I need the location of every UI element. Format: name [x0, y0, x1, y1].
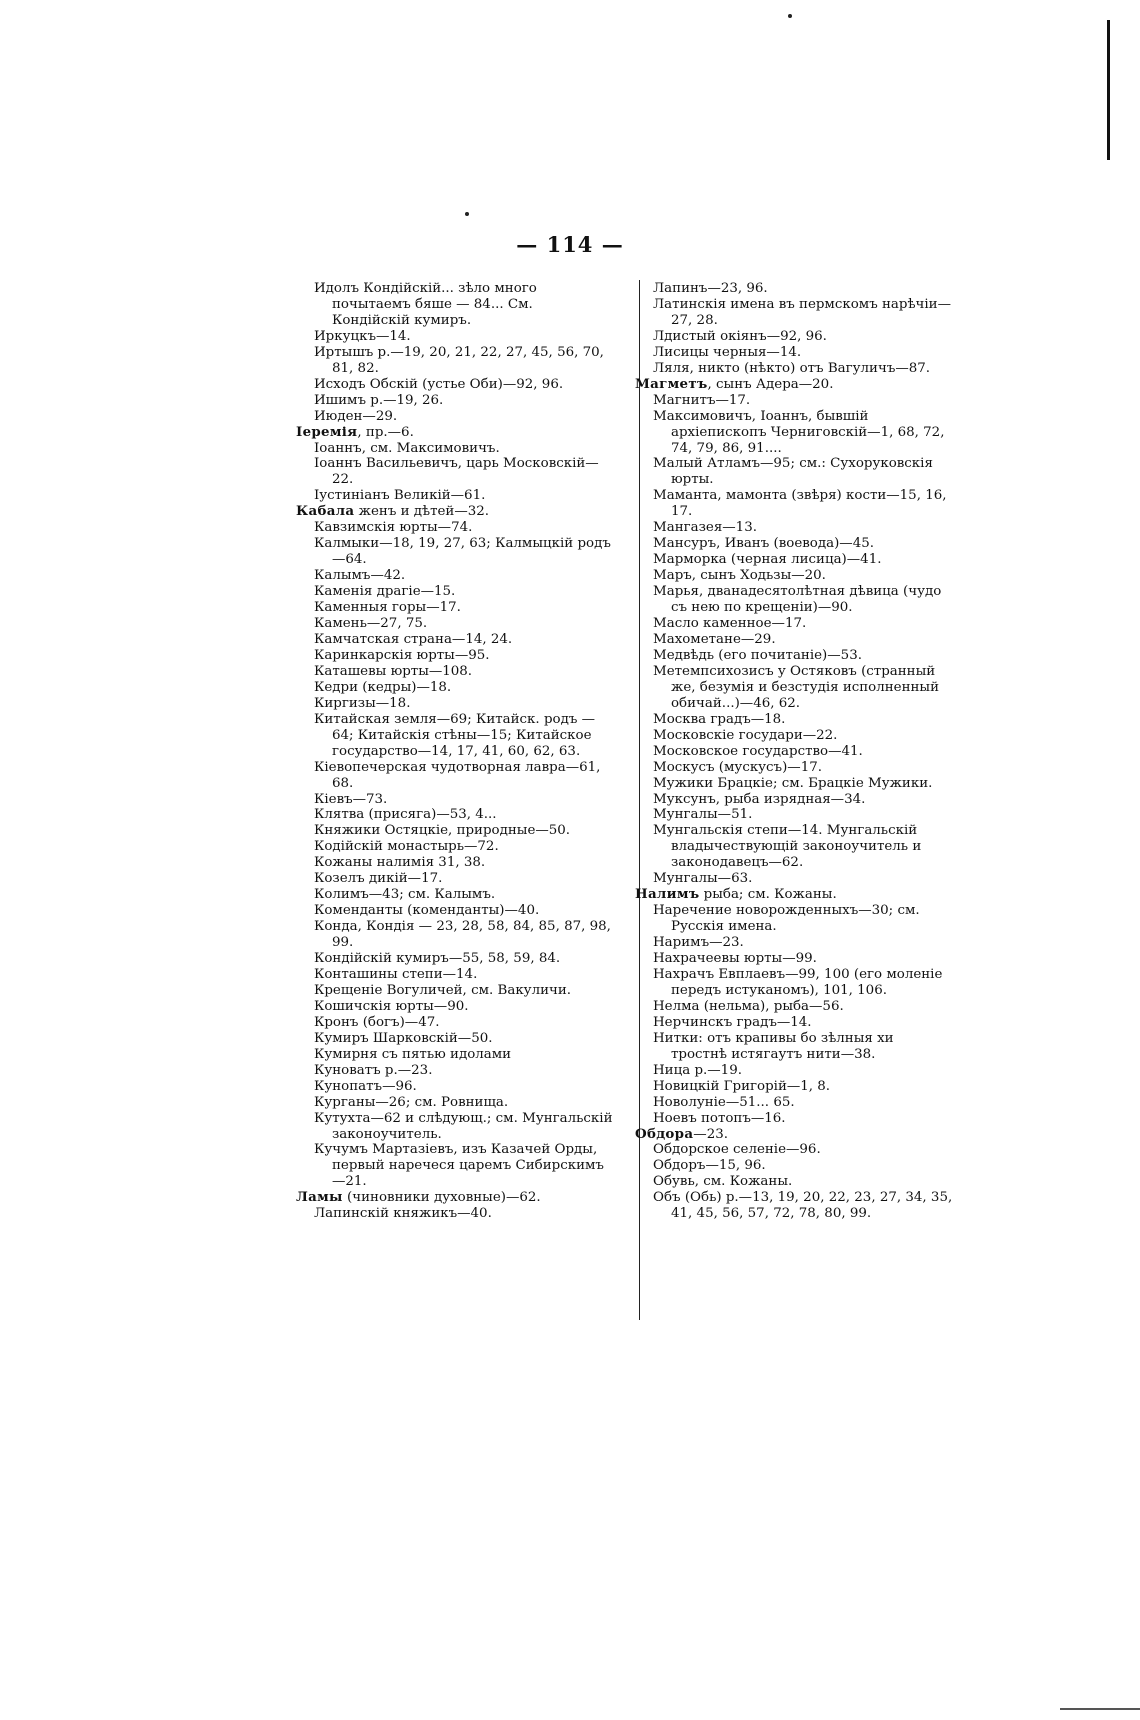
index-entry-text: Каташевы юрты—108. — [314, 663, 473, 679]
index-entry-text: Курганы—26; см. Ровнища. — [314, 1094, 509, 1110]
index-entry-text: Московское государство—41. — [653, 743, 863, 759]
index-entry-text: Лдистый окіянъ—92, 96. — [653, 328, 827, 344]
index-entry — [653, 632, 953, 648]
index-entry — [653, 1063, 953, 1079]
index-entry — [653, 456, 953, 488]
index-entry — [653, 999, 953, 1015]
index-entry-text: Наримъ—23. — [653, 935, 744, 951]
index-entry-text: , пр.—6. — [357, 424, 414, 440]
index-entry — [653, 409, 953, 457]
index-entry — [314, 1095, 614, 1111]
index-entry — [653, 1111, 953, 1127]
index-entry-text: Объ (Обь) р.—13, 19, 20, 22, 23, 27, 34, 35, 41, 45, 56, 57, 72, 78, 80, 99. — [653, 1190, 953, 1222]
index-entry — [653, 1095, 953, 1111]
index-entry-text: Кутухта—62 и слѣдующ.; см. Мунгальскій законоучитель. — [314, 1110, 613, 1142]
index-entry-text: Масло каменное—17. — [653, 616, 807, 632]
index-entry-text: Иртышъ р.—19, 20, 21, 22, 27, 45, 56, 70, 81, 82. — [314, 344, 604, 376]
index-entry-text: Каринкарскія юрты—95. — [314, 647, 490, 663]
index-entry — [314, 967, 614, 983]
index-entry-text: Муксунъ, рыба изрядная—34. — [653, 791, 866, 807]
index-entry-text: Кучумъ Мартазіевъ, изъ Казачей Орды, первый наречеся царемъ Сибирскимъ—21. — [314, 1142, 604, 1190]
index-entry — [653, 1079, 953, 1095]
column-divider — [639, 280, 640, 1320]
print-speck — [465, 212, 469, 216]
index-entry — [314, 807, 614, 823]
index-entry — [314, 680, 614, 696]
letter-section-headword: Обдора — [635, 1125, 694, 1142]
index-entry — [314, 648, 614, 664]
index-entry-text: Коменданты (коменданты)—40. — [314, 903, 540, 919]
index-entry — [653, 329, 953, 345]
letter-section-headword: Налимъ — [635, 886, 700, 903]
index-entry-text: Мансуръ, Иванъ (воевода)—45. — [653, 536, 874, 552]
index-entry-text: Нитки: отъ крапивы бо зѣлныя хи тростнѣ истягаутъ нити—38. — [653, 1030, 894, 1062]
index-entry — [653, 1015, 953, 1031]
index-entry — [653, 792, 953, 808]
index-entry-text: Кондійскій кумиръ—55, 58, 59, 84. — [314, 951, 561, 967]
index-entry-text: Ноевъ потопъ—16. — [653, 1110, 786, 1126]
index-entry — [653, 776, 953, 792]
index-entry-text: Марморка (черная лисица)—41. — [653, 552, 882, 568]
index-entry — [653, 1158, 953, 1174]
index-entry — [314, 1142, 614, 1190]
index-entry-text: Махометане—29. — [653, 631, 776, 647]
index-entry-text: Каменныя горы—17. — [314, 600, 461, 616]
print-speck — [788, 14, 792, 18]
index-entry — [314, 1111, 614, 1143]
index-entry-text: Кумиръ Шарковскій—50. — [314, 1030, 493, 1046]
index-entry — [635, 377, 953, 393]
index-entry-text: Ница р.—19. — [653, 1062, 742, 1078]
index-entry-text: Іоаннъ, см. Максимовичъ. — [314, 440, 500, 456]
index-entry-text: Лапинскій княжикъ—40. — [314, 1206, 492, 1222]
index-entry-text: Лапинъ—23, 96. — [653, 281, 768, 296]
index-entry — [314, 345, 614, 377]
index-entry-text: Мангазея—13. — [653, 520, 757, 536]
index-entry — [314, 409, 614, 425]
index-entry-text: Москусъ (мускусъ)—17. — [653, 759, 822, 775]
index-entry — [314, 999, 614, 1015]
index-entry — [314, 823, 614, 839]
index-entry — [314, 839, 614, 855]
index-entry — [314, 488, 614, 504]
index-entry-text: Обдоръ—15, 96. — [653, 1158, 766, 1174]
index-entry-text: Конда, Кондія — 23, 28, 58, 84, 85, 87, 98, 99. — [314, 919, 611, 951]
index-entry-text: Новицкій Григорій—1, 8. — [653, 1078, 831, 1094]
index-entry-text: Максимовичъ, Іоаннъ, бывшій архіепископъ Черниговскій—1, 68, 72, 74, 79, 86, 91.... — [653, 408, 945, 456]
index-entry — [635, 1127, 953, 1143]
index-entry-text: Кедри (кедры)—18. — [314, 679, 452, 695]
index-entry — [314, 1079, 614, 1095]
index-entry — [653, 935, 953, 951]
index-entry — [314, 712, 614, 760]
index-entry — [314, 1063, 614, 1079]
index-entry — [314, 281, 614, 329]
index-entry — [296, 1190, 614, 1206]
index-entry — [653, 536, 953, 552]
index-entry-text: Кунопатъ—96. — [314, 1078, 417, 1094]
page-edge-mark-bottom — [1060, 1708, 1140, 1710]
index-entry-text: Каменія драгіе—15. — [314, 584, 456, 600]
index-entry-text: —23. — [693, 1126, 728, 1142]
index-entry-text: Киргизы—18. — [314, 695, 411, 711]
index-entry-text: Наречение новорожденныхъ—30; см. Русскія имена. — [653, 903, 920, 935]
index-entry-text: Кожаны налимія 31, 38. — [314, 855, 486, 871]
index-entry-text: Камчатская страна—14, 24. — [314, 631, 513, 647]
index-entry-text: Камень—27, 75. — [314, 616, 428, 632]
index-entry — [653, 1174, 953, 1190]
index-entry — [653, 871, 953, 887]
index-entry-text: Китайская земля—69; Китайск. родъ —64; Китайскія стѣны—15; Китайское государство—14, 17, 41, 60, 62, 63. — [314, 711, 595, 759]
index-entry — [314, 600, 614, 616]
index-entry-text: Іоаннъ Васильевичъ, царь Московскій—22. — [314, 456, 599, 488]
index-entry-text: Нелма (нельма), рыба—56. — [653, 998, 844, 1014]
index-entry-text: , сынъ Адера—20. — [707, 376, 834, 392]
index-entry — [314, 1047, 614, 1063]
index-entry — [314, 632, 614, 648]
index-entry-text: Обувь, см. Кожаны. — [653, 1174, 793, 1190]
letter-section-headword: Іеремія — [296, 423, 358, 440]
index-entry-text: Марья, дванадесятолѣтная дѣвица (чудо съ нею по крещеніи)—90. — [653, 584, 942, 616]
index-entry — [296, 425, 614, 441]
index-entry — [314, 616, 614, 632]
index-entry-text: Мунгальскія степи—14. Мунгальскій владычествующій законоучитель и законодавецъ—62. — [653, 823, 922, 871]
index-entry — [653, 951, 953, 967]
index-entry-text: Мужики Брацкіе; см. Брацкіе Мужики. — [653, 775, 933, 791]
index-entry — [314, 520, 614, 536]
index-entry-text: Крещеніе Вогуличей, см. Вакуличи. — [314, 982, 572, 998]
index-entry-text: Іустиніанъ Великій—61. — [314, 488, 486, 504]
index-entry — [653, 281, 953, 297]
index-entry-text: женъ и дѣтей—32. — [354, 504, 490, 520]
index-entry — [314, 664, 614, 680]
index-entry-text: Кіевопечерская чудотворная лавра—61, 68. — [314, 759, 601, 791]
index-column-left — [296, 281, 614, 1222]
index-entry — [653, 568, 953, 584]
page-edge-mark — [1107, 20, 1110, 160]
index-entry — [314, 887, 614, 903]
index-entry — [653, 1031, 953, 1063]
index-entry-text: Колимъ—43; см. Калымъ. — [314, 887, 496, 903]
index-entry — [653, 744, 953, 760]
letter-section-headword: Кабала — [296, 503, 355, 520]
index-entry — [635, 887, 953, 903]
index-entry-text: Иркуцкъ—14. — [314, 328, 411, 344]
index-entry — [653, 1142, 953, 1158]
index-entry-text: Кіевъ—73. — [314, 791, 388, 807]
index-entry — [653, 393, 953, 409]
index-entry — [653, 823, 953, 871]
index-entry-text: Конташины степи—14. — [314, 966, 478, 982]
index-entry — [314, 1031, 614, 1047]
index-entry — [653, 616, 953, 632]
index-entry — [653, 760, 953, 776]
index-entry — [653, 552, 953, 568]
index-entry — [653, 584, 953, 616]
index-entry — [314, 377, 614, 393]
index-entry — [314, 760, 614, 792]
index-entry — [653, 728, 953, 744]
index-entry — [653, 297, 953, 329]
index-entry-text: Малый Атламъ—95; см.: Сухоруковскія юрты. — [653, 456, 933, 488]
index-entry-text: Магнитъ—17. — [653, 392, 751, 408]
index-entry — [314, 903, 614, 919]
index-entry — [314, 951, 614, 967]
index-entry — [296, 504, 614, 520]
index-entry-text: Клятва (присяга)—53, 4... — [314, 807, 497, 823]
index-entry — [314, 1206, 614, 1222]
index-entry-text: Кумирня съ пятью идолами — [314, 1046, 512, 1062]
index-entry-text: Кавзимскія юрты—74. — [314, 520, 473, 536]
index-entry-text: Исходъ Обскій (устье Оби)—92, 96. — [314, 376, 564, 392]
index-entry-text: Лисицы черныя—14. — [653, 344, 802, 360]
index-entry — [653, 488, 953, 520]
index-entry — [314, 855, 614, 871]
index-entry-text: Ишимъ р.—19, 26. — [314, 392, 444, 408]
index-entry-text: Нахрачеевы юрты—99. — [653, 951, 817, 967]
index-entry-text: Латинскія имена въ пермскомъ нарѣчіи—27, 28. — [653, 296, 951, 328]
index-entry — [314, 696, 614, 712]
letter-section-headword: Ламы — [296, 1189, 343, 1206]
index-entry-text: (чиновники духовные)—62. — [342, 1190, 541, 1206]
index-entry-text: Княжики Остяцкіе, природные—50. — [314, 823, 571, 839]
index-entry — [314, 871, 614, 887]
index-entry — [314, 983, 614, 999]
index-entry — [653, 903, 953, 935]
index-entry-text: Июден—29. — [314, 408, 398, 424]
index-entry-text: Ляля, никто (нѣкто) отъ Вагуличъ—87. — [653, 360, 931, 376]
index-entry — [314, 584, 614, 600]
index-entry — [314, 919, 614, 951]
index-entry — [314, 792, 614, 808]
index-entry — [314, 441, 614, 457]
index-entry — [314, 568, 614, 584]
index-entry — [653, 712, 953, 728]
index-entry-text: Козелъ дикій—17. — [314, 871, 443, 887]
index-entry-text: Кодійскій монастырь—72. — [314, 839, 499, 855]
index-entry-text: Маманта, мамонта (звѣря) кости—15, 16, 17. — [653, 488, 947, 520]
index-entry-text: Калмыки—18, 19, 27, 63; Калмыцкій родъ—64. — [314, 536, 611, 568]
index-entry-text: Калымъ—42. — [314, 568, 406, 584]
index-entry-text: Кошичскія юрты—90. — [314, 998, 469, 1014]
index-entry-text: Маръ, сынъ Ходьзы—20. — [653, 568, 826, 584]
index-entry-text: Нерчинскъ градъ—14. — [653, 1014, 812, 1030]
index-entry-text: Идолъ Кондійскій... зѣло много почытаемъ бяше — 84... См. Кондійскій кумиръ. — [314, 281, 537, 328]
index-entry — [653, 361, 953, 377]
index-entry-text: Нахрачъ Евплаевъ—99, 100 (его моленіе передъ истуканомъ), 101, 106. — [653, 966, 943, 998]
index-entry — [653, 1190, 953, 1222]
index-entry — [314, 329, 614, 345]
index-entry-text: Мунгалы—63. — [653, 871, 753, 887]
index-entry — [653, 807, 953, 823]
index-entry — [653, 967, 953, 999]
index-entry-text: Новолуніе—51... 65. — [653, 1094, 795, 1110]
index-entry — [314, 456, 614, 488]
letter-section-headword: Магметъ — [635, 375, 708, 392]
index-entry — [653, 648, 953, 664]
index-entry-text: Москва градъ—18. — [653, 711, 786, 727]
index-entry-text: Медвѣдь (его почитаніе)—53. — [653, 647, 862, 663]
index-entry-text: Метемпсихозисъ у Остяковъ (странный же, безумія и безстудія исполненный обичай...)—46, 62. — [653, 663, 940, 711]
index-entry — [653, 664, 953, 712]
index-entry — [653, 345, 953, 361]
index-column-right — [635, 281, 953, 1222]
index-entry — [653, 520, 953, 536]
index-entry-text: Кронъ (богъ)—47. — [314, 1014, 440, 1030]
index-entry-text: Обдорское селеніе—96. — [653, 1142, 821, 1158]
index-entry-text: Московскіе государи—22. — [653, 727, 838, 743]
index-entry — [314, 536, 614, 568]
index-entry-text: Куноватъ р.—23. — [314, 1062, 433, 1078]
index-entry-text: Мунгалы—51. — [653, 807, 753, 823]
index-entry — [314, 1015, 614, 1031]
page-number: — 114 — — [516, 232, 624, 257]
index-entry — [314, 393, 614, 409]
index-entry-text: рыба; см. Кожаны. — [699, 887, 837, 903]
